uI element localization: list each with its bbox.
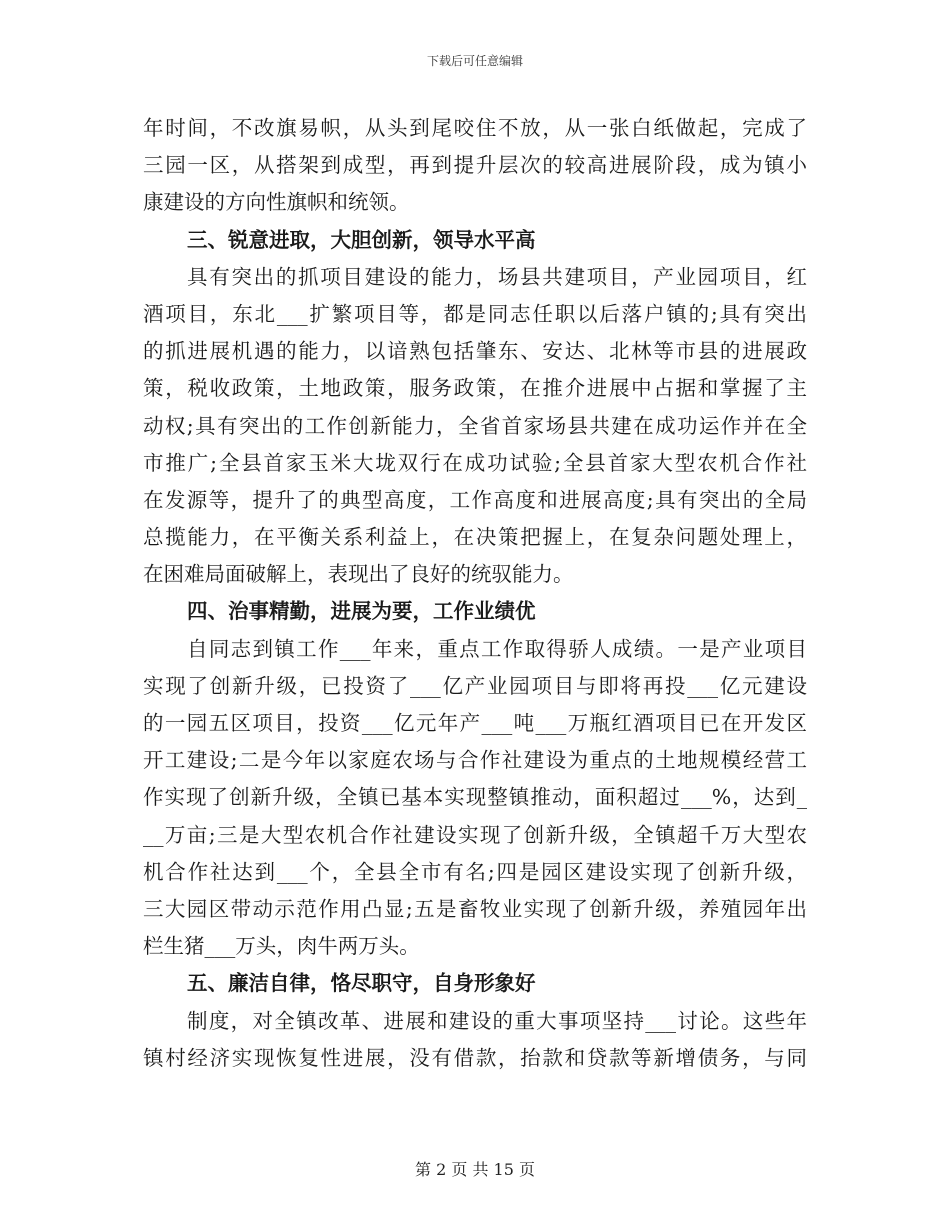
body-line: 市推广;全县首家玉米大垅双行在成功试验;全县首家大型农机合作社: [143, 450, 807, 475]
body-line: 在困难局面破解上，表现出了良好的统驭能力。: [143, 562, 574, 587]
page-header: 下载后可任意编辑: [426, 54, 523, 68]
body-line: 三园一区，从搭架到成型，再到提升层次的较高进展阶段，成为镇小: [143, 153, 807, 178]
body-line: 策，税收政策，土地政策，服务政策，在推介进展中占据和掌握了主: [143, 376, 807, 401]
section-heading: 三、锐意进取，大胆创新，领导水平高: [187, 227, 536, 252]
body-line: 机合作社达到___个，全县全市有名;四是园区建设实现了创新升级，: [143, 859, 807, 884]
body-line: 年时间，不改旗易帜，从头到尾咬住不放，从一张白纸做起，完成了: [143, 116, 807, 140]
body-line: 制度，对全镇改革、进展和建设的重大事项坚持___讨论。这些年: [187, 1008, 807, 1033]
body-line: __万亩;三是大型农机合作社建设实现了创新升级，全镇超千万大型农: [143, 822, 807, 847]
body-line: 作实现了创新升级，全镇已基本实现整镇推动，面积超过___%，达到_: [143, 785, 807, 810]
body-line: 在发源等，提升了的典型高度，工作高度和进展高度;具有突出的全局: [143, 487, 807, 512]
body-line: 自同志到镇工作___年来，重点工作取得骄人成绩。一是产业项目: [187, 636, 807, 661]
body-line: 镇村经济实现恢复性进展，没有借款，抬款和贷款等新增债务，与同: [143, 1045, 807, 1070]
section-heading: 四、治事精勤，进展为要，工作业绩优: [187, 599, 536, 624]
page-footer: 第 2 页 共 15 页: [415, 1160, 535, 1179]
body-line: 康建设的方向性旗帜和统领。: [143, 190, 410, 215]
document-body: [143, 110, 807, 1077]
section-heading: 五、廉洁自律，恪尽职守，自身形象好: [187, 971, 536, 996]
body-line: 动权;具有突出的工作创新能力，全省首家场县共建在成功运作并在全: [143, 413, 807, 438]
body-line: 的一园五区项目，投资___亿元年产___吨___万瓶红酒项目已在开发区: [143, 711, 807, 735]
body-line: 三大园区带动示范作用凸显;五是畜牧业实现了创新升级，养殖园年出: [143, 896, 807, 921]
body-line: 栏生猪___万头，肉牛两万头。: [143, 934, 420, 959]
body-line: 酒项目，东北___扩繁项目等，都是同志任职以后落户镇的;具有突出: [143, 301, 807, 326]
body-line: 具有突出的抓项目建设的能力，场县共建项目，产业园项目，红: [187, 264, 807, 289]
body-line: 的抓进展机遇的能力，以谙熟包括肇东、安达、北林等市县的进展政: [143, 339, 807, 364]
body-line: 开工建设;二是今年以家庭农场与合作社建设为重点的土地规模经营工: [143, 748, 807, 773]
body-line: 实现了创新升级，已投资了___亿产业园项目与即将再投___亿元建设: [143, 673, 807, 698]
body-line: 总揽能力，在平衡关系利益上，在决策把握上，在复杂问题处理上，: [143, 525, 807, 550]
